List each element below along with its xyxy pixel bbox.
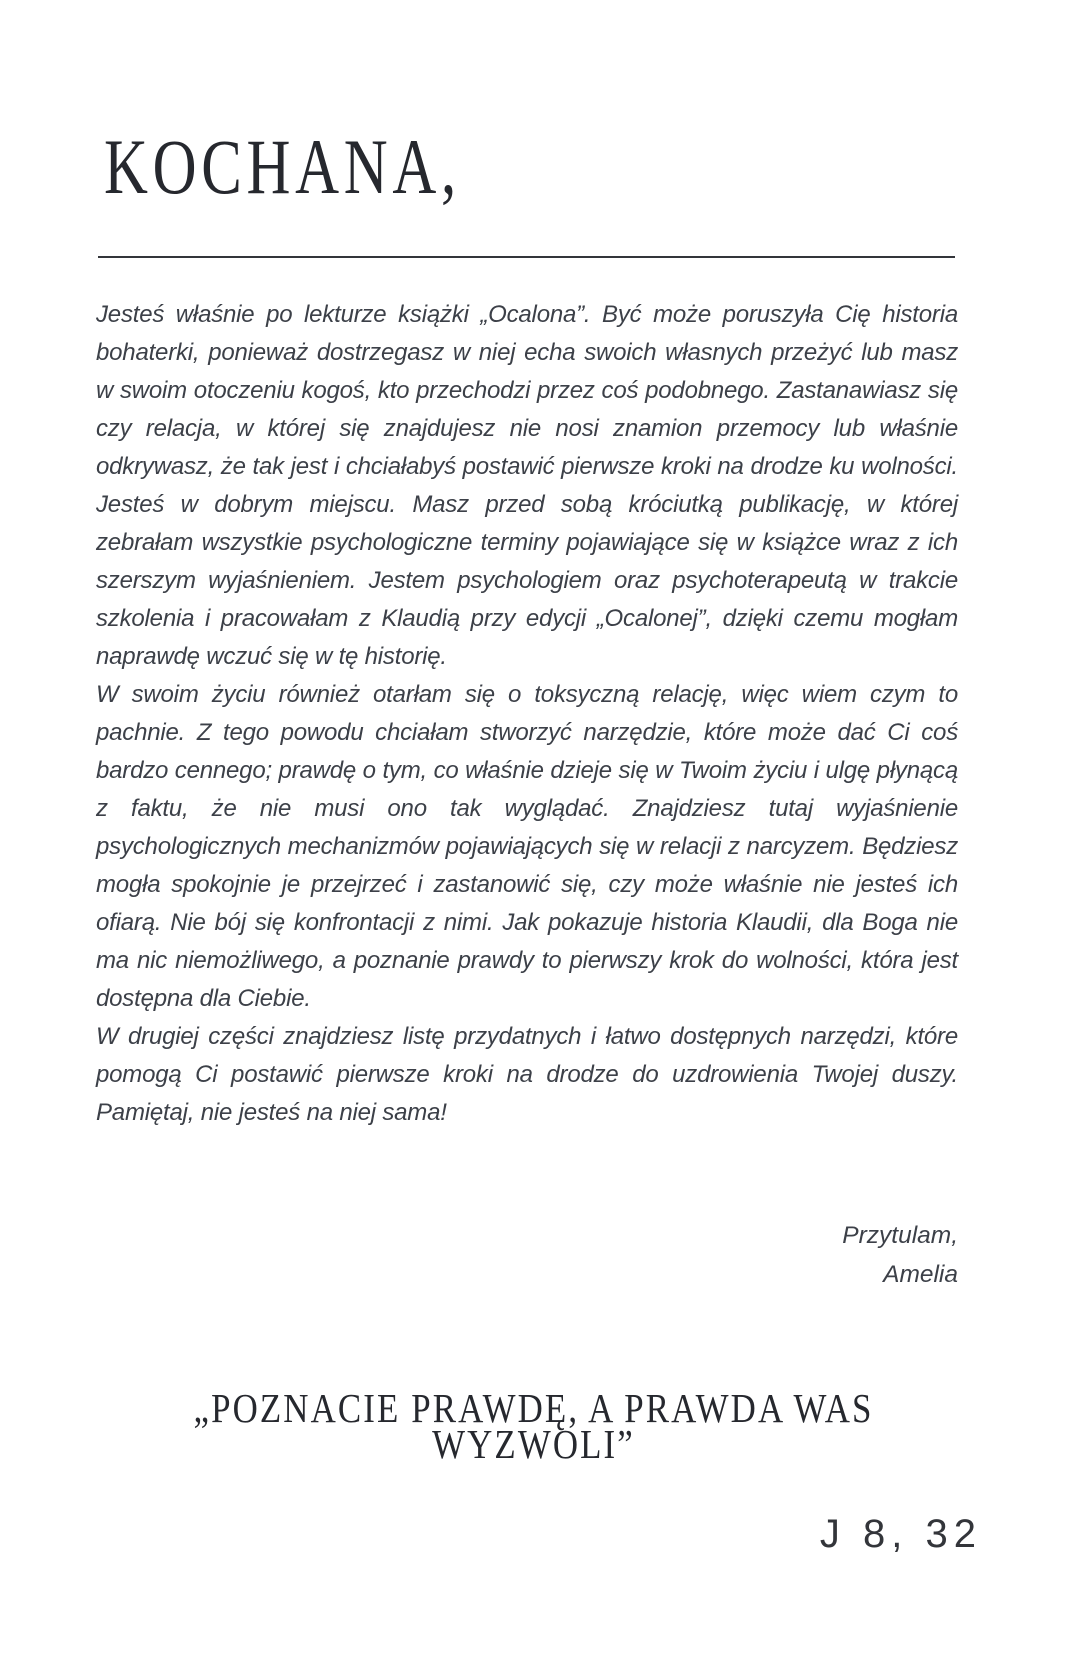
signature-name: Amelia — [883, 1261, 958, 1288]
signature-block — [842, 1216, 958, 1294]
signoff: Przytulam, — [842, 1222, 958, 1249]
title-divider — [98, 256, 955, 258]
quote-line-1: „POZNACIE PRAWDĘ, A PRAWDA WAS — [193, 1385, 874, 1431]
letter-paragraph-tools: W drugiej części znajdziesz listę przydatnych i łatwo dostępnych narzędzi, które pomogą Ci postawić pierwsze kroki na drodze do uzdrowienia Twojej duszy. Pamiętaj, nie jesteś na niej sama! — [96, 1023, 958, 1126]
quote-line-2: WYZWOLI” — [432, 1421, 635, 1467]
letter-paragraph-personal: W swoim życiu również otarłam się o toksyczną relację, więc wiem czym to pachnie. Z tego powodu chciałam stworzyć narzędzie, które może dać Ci coś bardzo cennego; prawdę o tym, co właśnie dzieje się w Twoim życiu i ulgę płynącą z faktu, że nie musi ono tak wyglądać. Znajdziesz tutaj wyjaśnienie psychologicznych mechanizmów pojawiających się w relacji z narcyzem. Będziesz mogła spokojnie je przejrzeć i zastanowić się, czy może właśnie nie jesteś ich ofiarą. Nie bój się konfrontacji z nimi. Jak pokazuje historia Klaudii, dla Boga nie ma nic niemożliwego, a poznanie prawdy to pierwszy krok do wolności, która jest dostępna dla Ciebie. — [96, 681, 958, 1012]
letter-paragraph-intro: Jesteś właśnie po lekturze książki „Ocalona”. Być może poruszyła Cię historia bohaterki, ponieważ dostrzegasz w niej echa swoich własnych przeżyć lub masz w swoim otoczeniu kogoś, kto przechodzi przez coś podobnego. Zastanawiasz się czy relacja, w której się znajdujesz nie nosi znamion przemocy lub właśnie odkrywasz, że tak jest i chciałabyś postawić pierwsze kroki na drodze ku wolności. Jesteś w dobrym miejscu. Masz przed sobą króciutką publikację, w której zebrałam wszystkie psychologiczne terminy pojawiające się w książce wraz z ich szerszym wyjaśnieniem. Jestem psychologiem oraz psychoterapeutą w trakcie szkolenia i pracowałam z Klaudią przy edycji „Ocalonej”, dzięki czemu mogłam naprawdę wczuć się w tę historię. — [96, 301, 958, 670]
bible-quote — [80, 1385, 987, 1467]
letter-body — [96, 296, 958, 1132]
verse-reference: J 8, 32 — [819, 1512, 982, 1556]
page-title: KOCHANA, — [104, 123, 461, 210]
